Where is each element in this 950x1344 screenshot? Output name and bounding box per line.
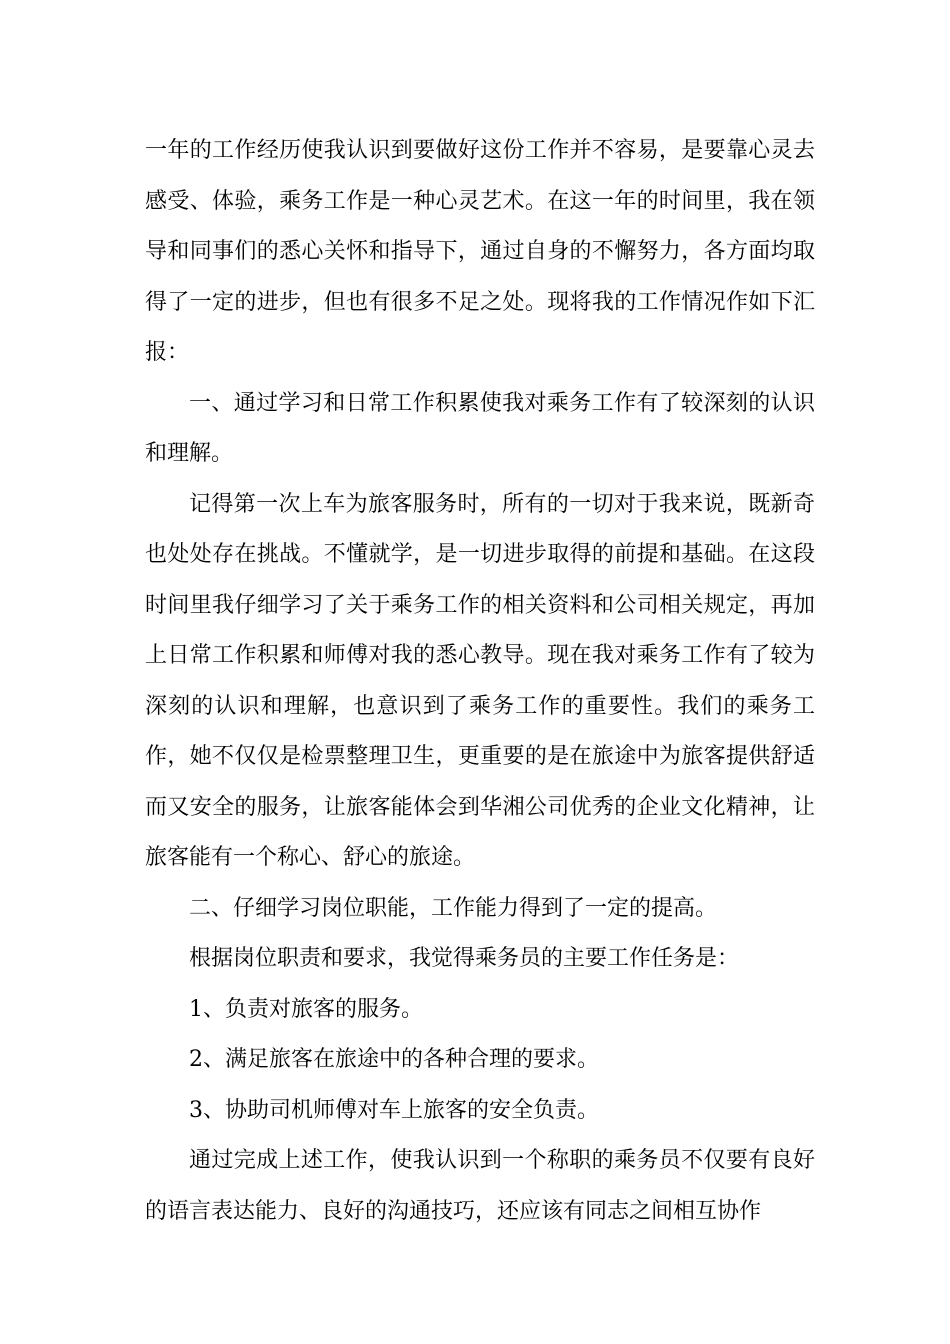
document-body	[145, 126, 815, 1237]
list-item-duty-1: 1、负责对旅客的服务。	[189, 996, 423, 1022]
section-heading-2: 二、仔细学习岗位职能，工作能力得到了一定的提高。	[189, 895, 718, 921]
section-heading-1: 一、通过学习和日常工作积累使我对乘务工作有了较深刻的认识和理解。	[145, 390, 815, 466]
paragraph-intro: 一年的工作经历使我认识到要做好这份工作并不容易，是要靠心灵去感受、体验，乘务工作是一种心灵艺术。在这一年的时间里，我在领导和同事们的悉心关怀和指导下，通过自身的不懈努力，各方面均取得了一定的进步，但也有很多不足之处。现将我的工作情况作如下汇报：	[145, 138, 815, 365]
list-item-duty-2: 2、满足旅客在旅途中的各种合理的要求。	[189, 1047, 599, 1072]
list-item-duty-3: 3、协助司机师傅对车上旅客的安全负责。	[189, 1097, 599, 1123]
paragraph-conclusion: 通过完成上述工作，使我认识到一个称职的乘务员不仅要有良好的语言表达能力、良好的沟通技巧，还应该有同志之间相互协作	[145, 1148, 815, 1224]
paragraph-duties-intro: 根据岗位职责和要求，我觉得乘务员的主要工作任务是：	[189, 946, 740, 971]
paragraph-first-service: 记得第一次上车为旅客服务时，所有的一切对于我来说，既新奇也处处存在挑战。不懂就学，是一切进步取得的前提和基础。在这段时间里我仔细学习了关于乘务工作的相关资料和公司相关规定，再加上日常工作积累和师傅对我的悉心教导。现在我对乘务工作有了较为深刻的认识和理解，也意识到了乘务工作的重要性。我们的乘务工作，她不仅仅是检票整理卫生，更重要的是在旅途中为旅客提供舒适而又安全的服务，让旅客能体会到华湘公司优秀的企业文化精神，让旅客能有一个称心、舒心的旅途。	[145, 491, 815, 870]
